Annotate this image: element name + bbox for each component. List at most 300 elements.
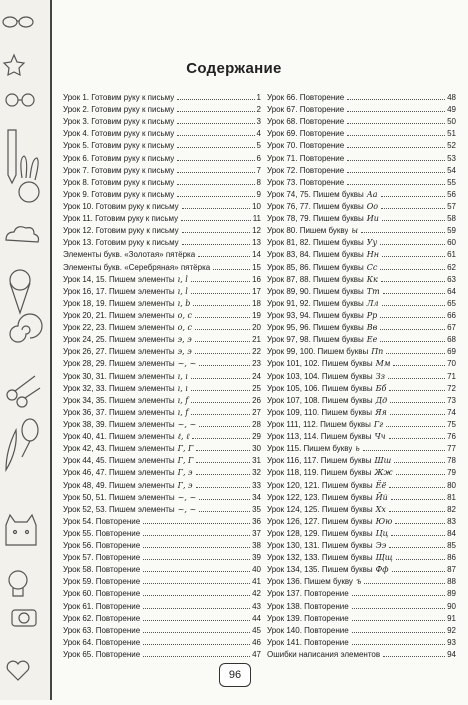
toc-entry-page: 29: [252, 432, 261, 442]
toc-entry-title: Урок 69. Повторение: [267, 129, 345, 139]
toc-entry-title: Урок 32, 33. Пишем элементы: [63, 383, 175, 393]
toc-entry-letters: Нн: [366, 250, 379, 260]
toc-entry: [267, 201, 456, 213]
toc-entry-title: Урок 50, 51. Пишем элементы: [63, 492, 175, 502]
toc-entry: [63, 128, 261, 140]
toc-entry: [267, 637, 456, 649]
toc-entry: [267, 177, 456, 189]
toc-entry-page: 77: [447, 444, 456, 454]
toc-entry-page: 20: [252, 323, 261, 333]
dot-leader: [388, 378, 445, 379]
toc-entry-letters: ~, ~: [177, 492, 197, 502]
dot-leader: [347, 147, 445, 148]
toc-entry-page: 63: [447, 274, 456, 284]
toc-entry-title: Урок 11. Готовим руку к письму: [63, 214, 179, 224]
toc-entry-letters: Уу: [366, 238, 378, 248]
toc-entry-letters: ı, l: [177, 286, 188, 296]
toc-entry-title: Урок 93, 94. Пишем буквы: [267, 310, 364, 320]
dot-leader: [347, 135, 445, 136]
toc-entry-letters: Г, Г: [177, 456, 194, 466]
toc-entry: [267, 165, 456, 177]
toc-entry-title: Урок 141. Повторение: [267, 637, 349, 647]
toc-entry-title: Урок 16, 17. Пишем элементы: [63, 286, 175, 296]
toc-entry-letters: Оо: [366, 201, 379, 211]
toc-entry: [63, 371, 261, 383]
dot-leader: [386, 426, 445, 427]
toc-entry-page: 36: [252, 516, 261, 526]
toc-entry: [63, 213, 261, 225]
toc-entry-page: 5: [256, 141, 261, 151]
glasses-icon: [6, 94, 34, 106]
toc-entry: [63, 104, 261, 116]
dot-leader: [143, 644, 250, 645]
toc-entry-page: 44: [252, 613, 261, 623]
toc-entry-title: Урок 139. Повторение: [267, 613, 349, 623]
toc-entry-page: 35: [252, 504, 261, 514]
dot-leader: [382, 220, 445, 221]
toc-entry: [63, 576, 261, 588]
toc-entry-title: Урок 59. Повторение: [63, 577, 141, 587]
toc-entry-title: Урок 115. Пишем букву: [267, 444, 353, 454]
toc-entry-letters: ı, f: [177, 395, 189, 405]
toc-entry-title: Урок 72. Повторение: [267, 165, 345, 175]
toc-entry-title: Урок 95, 96. Пишем буквы: [267, 323, 364, 333]
toc-entry-title: Урок 48, 49. Пишем элементы: [63, 480, 175, 490]
toc-entry-page: 4: [256, 129, 261, 139]
toc-entry-page: 50: [447, 117, 456, 127]
dot-leader: [199, 499, 250, 500]
toc-entry-letters: Зз: [375, 371, 386, 381]
dot-leader: [177, 160, 254, 161]
lightbulb-icon: [9, 571, 27, 596]
toc-entry: [63, 334, 261, 346]
toc-entry-page: 62: [447, 262, 456, 272]
toc-entry-title: Урок 24, 25. Пишем элементы: [63, 335, 175, 345]
toc-entry-page: 34: [252, 492, 261, 502]
dot-leader: [352, 644, 445, 645]
toc-entry: [63, 431, 261, 443]
toc-entry-page: 71: [447, 371, 456, 381]
toc-entry-title: Урок 20, 21. Пишем элементы: [63, 310, 175, 320]
dot-leader: [396, 474, 446, 475]
toc-entry-title: Урок 52, 53. Пишем элементы: [63, 504, 175, 514]
toc-entry-title: Урок 138. Повторение: [267, 601, 349, 611]
toc-entry: [63, 92, 261, 104]
toc-entry-letters: ℓ, ℓ: [177, 432, 190, 442]
toc-right-column: [267, 92, 456, 661]
toc-entry-page: 83: [447, 516, 456, 526]
dot-leader: [347, 172, 445, 173]
toc-entry-title: Урок 30, 31. Пишем элементы: [63, 371, 175, 381]
dot-leader: [191, 414, 250, 415]
margin-doodles: [0, 0, 50, 700]
toc-entry-page: 45: [252, 625, 261, 635]
toc-entry-page: 69: [447, 347, 456, 357]
toc-entry: [63, 613, 261, 625]
dot-leader: [177, 147, 254, 148]
toc-entry-page: 41: [252, 577, 261, 587]
toc-entry: [267, 334, 456, 346]
toc-entry-title: Урок 2. Готовим руку к письму: [63, 105, 175, 115]
dot-leader: [177, 123, 254, 124]
toc-entry: [63, 407, 261, 419]
sunglasses-icon: [3, 17, 33, 27]
dot-leader: [191, 390, 250, 391]
dot-leader: [182, 208, 250, 209]
toc-entry-page: 90: [447, 601, 456, 611]
dot-leader: [196, 450, 250, 451]
toc-entry: [267, 431, 456, 443]
toc-entry: [267, 443, 456, 455]
toc-entry-title: Урок 60. Повторение: [63, 589, 141, 599]
toc-entry-letters: Юю: [375, 516, 393, 526]
toc-entry: [63, 552, 261, 564]
toc-entry-title: Урок 1. Готовим руку к письму: [63, 93, 175, 102]
toc-entry: [63, 455, 261, 467]
toc-entry-title: Урок 101, 102. Пишем буквы: [267, 359, 373, 369]
toc-entry-title: Урок 81, 82. Пишем буквы: [267, 238, 364, 248]
toc-entry: [267, 140, 456, 152]
toc-entry-page: 12: [252, 226, 261, 236]
toc-entry-page: 14: [252, 250, 261, 260]
pencil-icon: [8, 130, 16, 183]
toc-entry-title: Урок 62. Повторение: [63, 613, 141, 623]
toc-entry: [63, 322, 261, 334]
toc-entry: [63, 480, 261, 492]
toc-entry: [63, 588, 261, 600]
dot-leader: [196, 487, 251, 488]
toc-entry-letters: Жж: [374, 468, 393, 478]
toc-entry: [63, 358, 261, 370]
dot-leader: [143, 547, 250, 548]
dot-leader: [391, 499, 445, 500]
dot-leader: [352, 632, 445, 633]
toc-entry: [63, 528, 261, 540]
dot-leader: [196, 462, 250, 463]
feather-icon: [6, 430, 16, 470]
dot-leader: [396, 559, 445, 560]
toc-entry: [267, 249, 456, 261]
toc-entry-letters: Г, Г: [177, 444, 194, 454]
dot-leader: [195, 329, 250, 330]
toc-entry-page: 1: [256, 93, 261, 102]
toc-entry: [267, 480, 456, 492]
toc-entry-page: 48: [447, 93, 456, 102]
dot-leader: [382, 305, 446, 306]
toc-entry-title: Урок 42, 43. Пишем элементы: [63, 444, 175, 454]
dot-leader: [389, 487, 445, 488]
dot-leader: [196, 474, 251, 475]
toc-entry-letters: Пп: [371, 347, 384, 357]
toc-entry: [267, 383, 456, 395]
toc-entry: [267, 262, 456, 274]
toc-entry-page: 9: [256, 189, 261, 199]
toc-entry-letters: Аа: [366, 189, 378, 199]
toc-entry-page: 55: [447, 177, 456, 187]
toc-entry-page: 2: [256, 105, 261, 115]
toc-entry: [267, 237, 456, 249]
toc-entry-page: 81: [447, 492, 456, 502]
toc-entry-page: 67: [447, 323, 456, 333]
toc-entry-title: Урок 68. Повторение: [267, 117, 345, 127]
toc-entry-letters: o, c: [177, 323, 193, 333]
toc-entry-title: Урок 63. Повторение: [63, 625, 141, 635]
toc-entry-page: 66: [447, 310, 456, 320]
toc-entry-page: 16: [252, 274, 261, 284]
toc-entry-page: 76: [447, 432, 456, 442]
toc-entry-title: Ошибки написания элементов: [267, 650, 381, 660]
toc-entry: [267, 274, 456, 286]
dot-leader: [177, 172, 254, 173]
toc-entry-page: 25: [252, 383, 261, 393]
toc-entry: [267, 540, 456, 552]
toc-entry-title: Урок 80. Пишем букву: [267, 226, 349, 236]
toc-entry-page: 49: [447, 105, 456, 115]
dot-leader: [199, 511, 250, 512]
toc-entry: [63, 189, 261, 201]
toc-entry-page: 23: [252, 359, 261, 369]
dot-leader: [389, 547, 445, 548]
dot-leader: [381, 208, 445, 209]
toc-entry-page: 7: [256, 165, 261, 175]
toc-entry-page: 19: [252, 310, 261, 320]
dot-leader: [199, 426, 250, 427]
toc-entry-letters: ı, ı: [177, 383, 188, 393]
toc-entry-title: Урок 40, 41. Пишем элементы: [63, 432, 175, 442]
heart-icon: [7, 661, 29, 680]
toc-entry: [267, 528, 456, 540]
toc-entry-title: Урок 122, 123. Пишем буквы: [267, 492, 373, 502]
toc-entry-title: Урок 83, 84. Пишем буквы: [267, 250, 364, 260]
toc-entry-letters: Дд: [375, 395, 388, 405]
toc-entry-title: Урок 65. Повторение: [63, 650, 141, 660]
dot-leader: [390, 402, 445, 403]
toc-entry: [63, 116, 261, 128]
toc-entry-letters: э, э: [177, 335, 192, 345]
toc-entry: [267, 588, 456, 600]
toc-entry-title: Урок 64. Повторение: [63, 637, 141, 647]
toc-entry: [63, 165, 261, 177]
toc-entry-page: 74: [447, 407, 456, 417]
dot-leader: [182, 232, 250, 233]
toc-entry-title: Урок 57. Повторение: [63, 553, 141, 563]
toc-entry-page: 47: [252, 650, 261, 660]
toc-entry-title: Урок 74, 75. Пишем буквы: [267, 189, 364, 199]
dot-leader: [177, 111, 254, 112]
dot-leader: [380, 341, 445, 342]
toc-entry-title: Урок 116, 117. Пишем буквы: [267, 456, 372, 466]
dot-leader: [143, 632, 250, 633]
toc-entry-title: Урок 99, 100. Пишем буквы: [267, 347, 369, 357]
margin-line: [50, 0, 52, 700]
toc-entry-letters: ~, ~: [177, 504, 197, 514]
page-number: 96: [219, 663, 251, 687]
dot-leader: [382, 256, 445, 257]
dot-leader: [347, 99, 445, 100]
toc-entry: [267, 564, 456, 576]
toc-entry-letters: ы: [351, 226, 358, 236]
toc-entry-page: 24: [252, 371, 261, 381]
toc-entry: [267, 395, 456, 407]
dot-leader: [195, 341, 250, 342]
toc-entry: [267, 225, 456, 237]
toc-entry-title: Элементы букв. «Золотая» пятёрка: [63, 250, 196, 260]
dot-leader: [213, 269, 250, 270]
toc-entry-page: 28: [252, 419, 261, 429]
toc-entry: [267, 310, 456, 322]
dot-leader: [389, 390, 445, 391]
toc-entry-letters: Гг: [373, 419, 384, 429]
toc-entry: [267, 601, 456, 613]
toc-entry-letters: Ии: [366, 214, 379, 224]
toc-entry-title: Урок 73. Повторение: [267, 177, 345, 187]
toc-entry-letters: o, c: [177, 310, 193, 320]
toc-entry: [63, 201, 261, 213]
toc-entry-page: 84: [447, 528, 456, 538]
toc-entry: [267, 576, 456, 588]
toc-entry: [63, 504, 261, 516]
dot-leader: [389, 511, 445, 512]
bunny-icon: [19, 156, 39, 202]
toc-entry-page: 75: [447, 419, 456, 429]
toc-entry: [267, 649, 456, 661]
toc-entry: [267, 371, 456, 383]
dot-leader: [383, 656, 445, 657]
toc-entry-page: 80: [447, 480, 456, 490]
toc-entry-title: Урок 3. Готовим руку к письму: [63, 117, 175, 127]
toc-entry-page: 68: [447, 335, 456, 345]
toc-entry-title: Урок 134, 135. Пишем буквы: [267, 565, 373, 575]
toc-entry: [63, 637, 261, 649]
dot-leader: [195, 317, 250, 318]
toc-entry-letters: Ёё: [375, 480, 387, 490]
toc-entry-page: 78: [447, 456, 456, 466]
toc-entry-page: 59: [447, 226, 456, 236]
toc-entry-letters: Вв: [366, 323, 378, 333]
dot-leader: [143, 595, 250, 596]
toc-entry-letters: Тт: [366, 286, 380, 296]
dot-leader: [143, 559, 250, 560]
toc-entry: [63, 177, 261, 189]
toc-left-column: [63, 92, 261, 661]
dot-leader: [143, 620, 250, 621]
toc-entry-letters: Хх: [375, 504, 386, 514]
dot-leader: [347, 184, 445, 185]
dot-leader: [347, 123, 445, 124]
toc-entry-page: 85: [447, 541, 456, 551]
toc-entry-title: Урок 54. Повторение: [63, 516, 141, 526]
toc-entry-page: 11: [252, 214, 261, 224]
toc-entry: [63, 237, 261, 249]
toc-entry: [267, 419, 456, 431]
toc-entry-page: 70: [447, 359, 456, 369]
dot-leader: [364, 583, 445, 584]
spiral-icon: [10, 314, 42, 342]
toc-entry-title: Урок 85, 86. Пишем буквы: [267, 262, 364, 272]
toc-entry: [63, 625, 261, 637]
toc-entry: [267, 467, 456, 479]
toc-entry-page: 42: [252, 589, 261, 599]
toc-entry: [267, 322, 456, 334]
dot-leader: [352, 608, 445, 609]
toc-entry-letters: э, э: [177, 347, 192, 357]
toc-entry-title: Урок 61. Повторение: [63, 601, 141, 611]
toc-entry-page: 15: [252, 262, 261, 272]
dot-leader: [352, 595, 445, 596]
toc-entry-letters: Чч: [374, 432, 386, 442]
toc-entry-page: 10: [252, 201, 261, 211]
toc-entry-page: 22: [252, 347, 261, 357]
dot-leader: [177, 99, 254, 100]
toc-entry-page: 88: [447, 577, 456, 587]
toc-entry: [267, 407, 456, 419]
toc-entry-letters: Фф: [375, 565, 389, 575]
toc-entry-title: Урок 113, 114. Пишем буквы: [267, 432, 372, 442]
dot-leader: [361, 232, 445, 233]
toc-entry-page: 86: [447, 553, 456, 563]
dot-leader: [381, 196, 446, 197]
toc-entry: [63, 274, 261, 286]
dot-leader: [380, 269, 445, 270]
toc-entry-page: 87: [447, 565, 456, 575]
toc-entry: [267, 552, 456, 564]
page-title: Содержание: [186, 60, 282, 77]
dot-leader: [143, 523, 250, 524]
toc-entry-page: 58: [447, 214, 456, 224]
toc-entry-page: 43: [252, 601, 261, 611]
dot-leader: [143, 656, 250, 657]
toc-entry: [267, 104, 456, 116]
toc-entry-letters: Сс: [366, 262, 378, 272]
dot-leader: [380, 317, 445, 318]
toc-entry-letters: ъ: [355, 577, 362, 587]
toc-entry-page: 60: [447, 238, 456, 248]
toc-entry-page: 6: [256, 153, 261, 163]
toc-entry: [63, 383, 261, 395]
toc-entry: [267, 286, 456, 298]
dot-leader: [195, 353, 250, 354]
toc-entry-page: 51: [447, 129, 456, 139]
toc-entry-title: Урок 78, 79. Пишем буквы: [267, 214, 364, 224]
toc-entry-title: Урок 107, 108. Пишем буквы: [267, 395, 373, 405]
toc-entry-page: 91: [447, 613, 456, 623]
dot-leader: [193, 305, 250, 306]
toc-entry-page: 64: [447, 286, 456, 296]
toc-entry: [267, 516, 456, 528]
toc-entry-title: Урок 34, 35. Пишем элементы: [63, 395, 175, 405]
toc-entry-title: Урок 36, 37. Пишем элементы: [63, 407, 175, 417]
toc-entry-title: Урок 58. Повторение: [63, 565, 141, 575]
toc-entry-letters: Щщ: [375, 553, 393, 563]
toc-entry-title: Урок 22, 23. Пишем элементы: [63, 323, 175, 333]
toc-entry-title: Урок 140. Повторение: [267, 625, 349, 635]
toc-entry-title: Урок 124, 125. Пишем буквы: [267, 504, 373, 514]
toc-entry-letters: Кк: [366, 274, 378, 284]
toc-entry-letters: Ээ: [375, 541, 387, 551]
toc-entry-letters: ~, ~: [177, 419, 197, 429]
toc-entry-page: 13: [252, 238, 261, 248]
toc-entry-page: 21: [252, 335, 261, 345]
toc-entry-page: 93: [447, 637, 456, 647]
toc-entry: [63, 225, 261, 237]
toc-entry: [267, 298, 456, 310]
toc-entry-title: Урок 4. Готовим руку к письму: [63, 129, 175, 139]
dot-leader: [347, 160, 445, 161]
toc-entry-title: Урок 130, 131. Пишем буквы: [267, 541, 373, 551]
toc-entry-page: 65: [447, 298, 456, 308]
toc-entry-title: Урок 56. Повторение: [63, 541, 141, 551]
toc-entry-title: Урок 7. Готовим руку к письму: [63, 165, 175, 175]
